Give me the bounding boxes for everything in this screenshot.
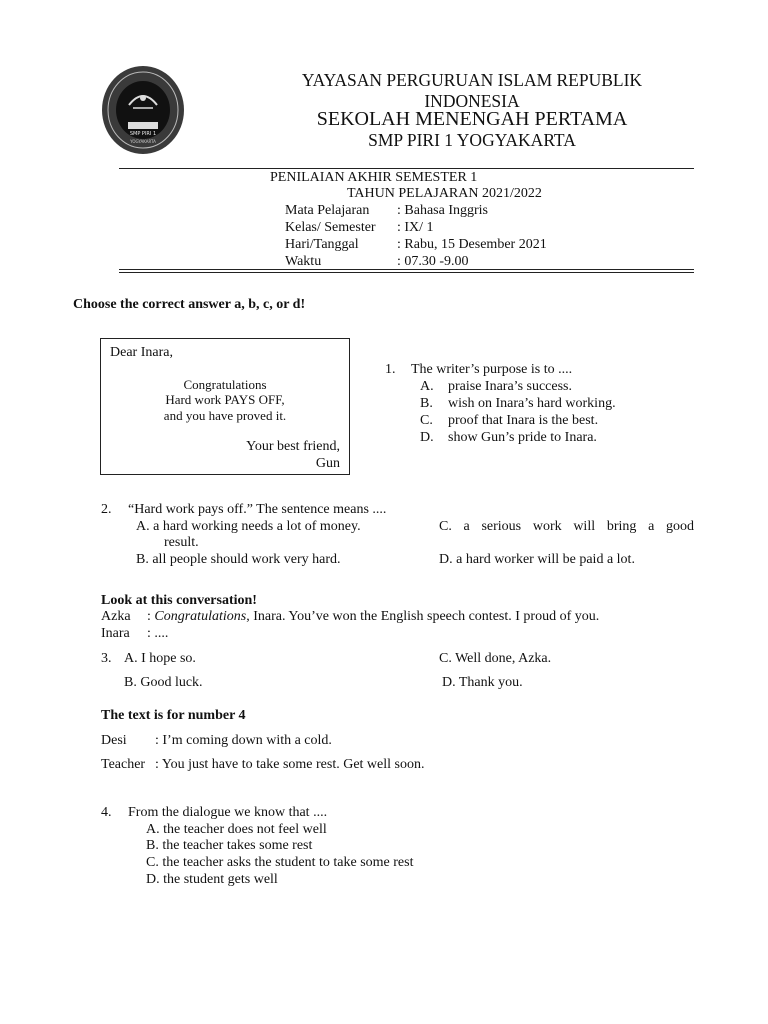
card-line-1: Congratulations [183,377,267,392]
info-label: Waktu [285,254,322,269]
info-value: : Rabu, 15 Desember 2021 [397,237,547,252]
info-value: : 07.30 -9.00 [397,254,469,269]
q3-option-a: A. I hope so. [124,651,196,666]
q1-option-letter: C. [420,413,433,428]
speaker-inara: Inara [101,626,130,641]
q1-option-letter: A. [420,379,434,394]
q1-option-text: proof that Inara is the best. [448,413,599,428]
svg-text:YOGYAKARTA: YOGYAKARTA [130,139,156,144]
q1-option-letter: D. [420,430,434,445]
q3-number: 3. [101,651,112,666]
school-level: SEKOLAH MENENGAH PERTAMA [316,108,628,130]
desi-line: : I’m coming down with a cold. [155,733,332,748]
speaker-azka: Azka [101,609,131,624]
school-logo [101,65,185,155]
header-divider [119,168,694,169]
q1-option-text: show Gun’s pride to Inara. [448,430,597,445]
exam-title: PENILAIAN AKHIR SEMESTER 1 [270,170,478,185]
card-signature: Gun [315,456,340,471]
q2-option-c-cont: result. [164,535,199,550]
azka-line: : Congratulations, Inara. You’ve won the English speech contest. I proud of you. [147,609,600,624]
teacher-line: : You just have to take some rest. Get well soon. [155,757,425,772]
q3-option-c: C. Well done, Azka. [439,651,552,666]
q4-option-b: B. the teacher takes some rest [146,838,313,853]
q4-option-c: C. the teacher asks the student to take some rest [146,855,414,870]
q1-option-text: wish on Inara’s hard working. [448,396,616,411]
svg-text:SMP PIRI 1: SMP PIRI 1 [129,131,157,137]
q2-option-a: A. a hard working needs a lot of money. [136,519,361,534]
q2-option-b: B. all people should work very hard. [136,552,341,567]
info-divider-bottom [119,272,694,273]
foundation-name: YAYASAN PERGURUAN ISLAM REPUBLIK INDONESIA [301,70,643,111]
school-name: SMP PIRI 1 YOGYAKARTA [368,130,576,150]
q2-option-d: D. a hard worker will be paid a lot. [439,552,635,567]
q1-option-letter: B. [420,396,433,411]
greeting-card [100,338,350,475]
q3-option-d: D. Thank you. [442,675,523,690]
card-closing: Your best friend, [246,439,340,454]
info-label: Hari/Tanggal [285,237,359,252]
card-line-2: Hard work PAYS OFF, [165,392,285,407]
q2-question: “Hard work pays off.” The sentence means .... [128,502,387,517]
q4-option-a: A. the teacher does not feel well [146,822,327,837]
inara-line: : .... [147,626,169,641]
card-greeting: Dear Inara, [110,345,173,360]
conversation-heading: Look at this conversation! [101,593,257,608]
q1-question: The writer’s purpose is to .... [411,362,573,377]
q4-question: From the dialogue we know that .... [128,805,328,820]
q4-number: 4. [101,805,112,820]
q1-option-text: praise Inara’s success. [448,379,573,394]
q2-number: 2. [101,502,112,517]
q2-option-c: C. a serious work will bring a good [439,519,694,534]
info-value: : Bahasa Inggris [397,203,488,218]
info-label: Mata Pelajaran [285,203,370,218]
q1-number: 1. [385,362,396,377]
info-divider-top [119,269,694,270]
exam-year: TAHUN PELAJARAN 2021/2022 [347,186,542,201]
speaker-desi: Desi [101,733,127,748]
dialogue-heading: The text is for number 4 [101,708,246,723]
q3-option-b: B. Good luck. [124,675,203,690]
card-line-3: and you have proved it. [163,408,287,423]
info-label: Kelas/ Semester [285,220,376,235]
instruction: Choose the correct answer a, b, c, or d! [73,297,306,312]
speaker-teacher: Teacher [101,757,146,772]
q4-option-d: D. the student gets well [146,872,278,887]
info-value: : IX/ 1 [397,220,434,235]
